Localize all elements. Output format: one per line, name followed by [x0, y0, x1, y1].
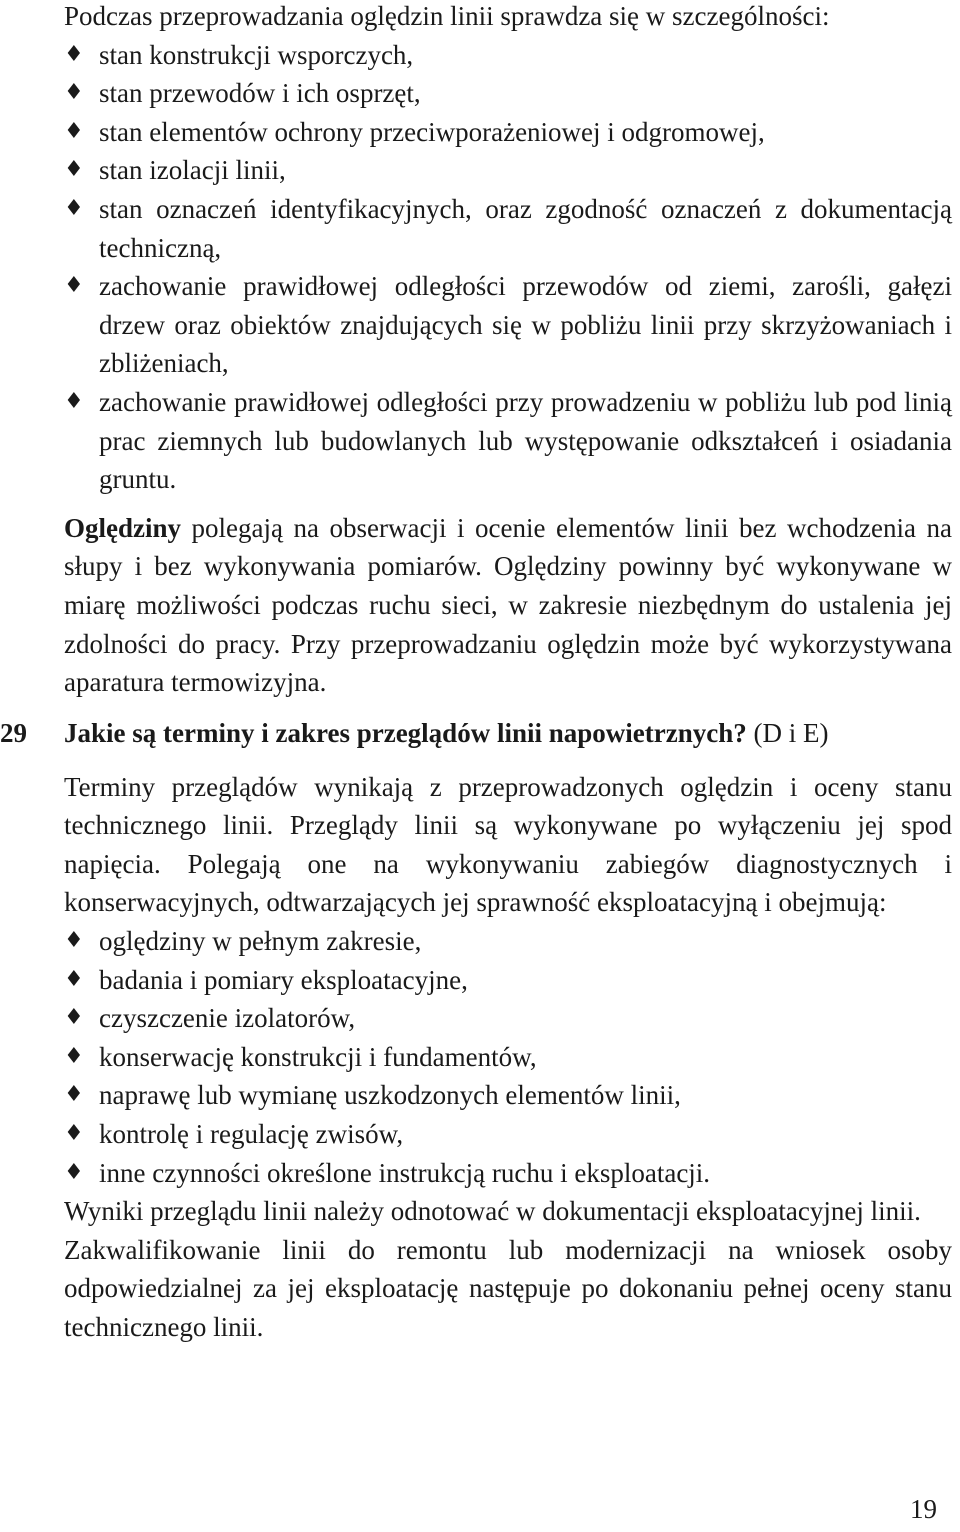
list-item: ♦ stan izolacji linii, [64, 151, 952, 190]
list-item: ♦ zachowanie prawidłowej odległości przewodów od ziemi, zarośli, gałęzi drzew oraz obiektów znajdujących się w pobliżu linii przy skrzyżowaniach i zbliżeniach, [64, 267, 952, 383]
definition-text: polegają na obserwacji i ocenie elementów linii bez wchodzenia na słupy i bez wykonywania pomiarów. Oględziny powinny być wykonywane w miarę możliwości podczas ruchu sieci, w zakresie niezbędnym do ustalenia jej zdolności do pracy. Przy przeprowadzaniu oględzin może być wykorzystywana aparatura termowizyjna. [64, 512, 952, 698]
list-item: ♦ oględziny w pełnym zakresie, [64, 922, 952, 961]
diamond-bullet-icon: ♦ [64, 1082, 84, 1108]
diamond-bullet-icon: ♦ [64, 41, 84, 67]
question-text: Jakie są terminy i zakres przeglądów linii napowietrznych? [64, 717, 747, 748]
list-item: ♦ naprawę lub wymianę uszkodzonych elementów linii, [64, 1076, 952, 1115]
diamond-bullet-icon: ♦ [64, 118, 84, 144]
diamond-bullet-icon: ♦ [64, 1159, 84, 1185]
list-item: ♦ stan przewodów i ich osprzęt, [64, 74, 952, 113]
definition-paragraph [64, 509, 952, 702]
list-item: ♦ stan elementów ochrony przeciwporażeniowej i odgromowej, [64, 113, 952, 152]
list-item: ♦ inne czynności określone instrukcją ruchu i eksploatacji. [64, 1154, 952, 1193]
list-item: ♦ zachowanie prawidłowej odległości przy prowadzeniu w pobliżu lub pod linią prac ziemnych lub budowlanych lub występowanie odkształceń i osiadania gruntu. [64, 383, 952, 499]
answer-intro: Terminy przeglądów wynikają z przeprowadzonych oględzin i oceny stanu technicznego linii. Przeglądy linii są wykonywane po wyłączeniu jej spod napięcia. Polegają one na wykonywaniu zabiegów diagnostycznych i konserwacyjnych, odtwarzających jej sprawność eksploatacyjną i obejmują: [64, 771, 952, 918]
diamond-bullet-icon: ♦ [64, 157, 84, 183]
question-number: 29 [0, 717, 27, 748]
diamond-bullet-icon: ♦ [64, 966, 84, 992]
diamond-bullet-icon: ♦ [64, 1005, 84, 1031]
diamond-bullet-icon: ♦ [64, 1043, 84, 1069]
diamond-bullet-icon: ♦ [64, 195, 84, 221]
diamond-bullet-icon: ♦ [64, 388, 84, 414]
diamond-bullet-icon: ♦ [64, 928, 84, 954]
list-item: ♦ konserwację konstrukcji i fundamentów, [64, 1038, 952, 1077]
review-list [64, 922, 952, 1192]
question-heading [0, 714, 952, 758]
definition-term: Oględziny [64, 512, 182, 543]
inspection-list [64, 36, 952, 499]
results-note: Wyniki przeglądu linii należy odnotować w dokumentacji eksploatacyjnej linii. [64, 1196, 921, 1227]
inspection-intro: Podczas przeprowadzania oględzin linii sprawdza się w szczególności: [64, 1, 830, 31]
list-item: ♦ czyszczenie izolatorów, [64, 999, 952, 1038]
list-item: ♦ kontrolę i regulację zwisów, [64, 1115, 952, 1154]
page-number: 19 [910, 1494, 937, 1524]
qualification-note: Zakwalifikowanie linii do remontu lub modernizacji na wniosek osoby odpowiedzialnej za jej eksploatację następuje po dokonaniu pełnej oceny stanu technicznego linii. [64, 1234, 952, 1342]
diamond-bullet-icon: ♦ [64, 80, 84, 106]
diamond-bullet-icon: ♦ [64, 273, 84, 299]
diamond-bullet-icon: ♦ [64, 1121, 84, 1147]
list-item: ♦ stan konstrukcji wsporczych, [64, 36, 952, 75]
list-item: ♦ stan oznaczeń identyfikacyjnych, oraz zgodność oznaczeń z dokumentacją techniczną, [64, 190, 952, 267]
list-item: ♦ badania i pomiary eksploatacyjne, [64, 961, 952, 1000]
question-level-tag: (D i E) [746, 717, 829, 748]
